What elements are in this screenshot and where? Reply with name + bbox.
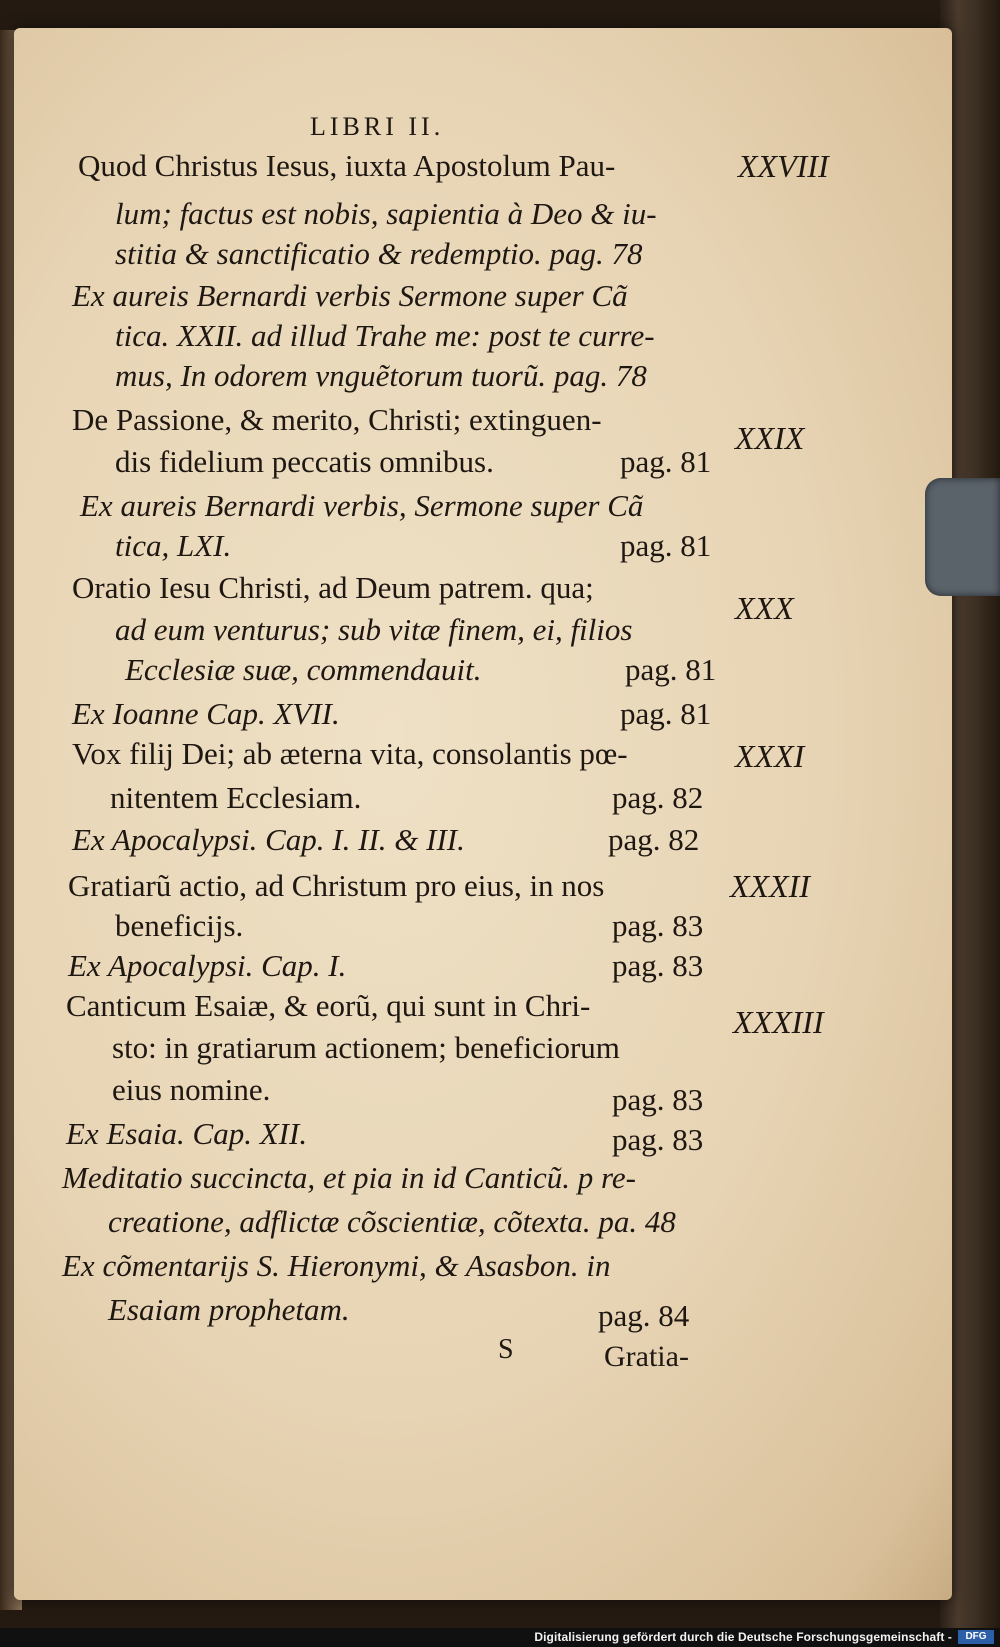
page-reference: pag. 81 [625,652,717,687]
page-reference: pag. 82 [612,780,704,815]
entry-line: creatione, adflictæ cõscientiæ, cõtexta. pa. 48 [108,1204,676,1239]
entry-line: Ex cõmentarijs S. Hieronymi, & Asasbon. in [62,1248,611,1283]
entry-line: De Passione, & merito, Christi; extinguen- [72,402,602,437]
entry-line: Canticum Esaiæ, & eorũ, qui sunt in Chri- [66,988,591,1023]
page-reference: pag. 81 [620,696,712,731]
entry-line: Oratio Iesu Christi, ad Deum patrem. qua; [72,570,594,605]
entry-line: Meditatio succincta, et pia in id Canticũ. p re- [62,1160,636,1195]
entry-line: ad eum venturus; sub vitæ finem, ei, filios [115,612,633,647]
chapter-numeral: XXIX [735,420,805,456]
running-header: LIBRI II. [310,112,445,141]
page-reference: pag. 83 [612,1082,704,1117]
entry-line: Ex Esaia. Cap. XII. [66,1116,308,1151]
chapter-numeral: XXX [735,590,794,626]
entry-line: Gratiarũ actio, ad Christum pro eius, in nos [68,868,605,903]
entry-line: Quod Christus Iesus, iuxta Apostolum Pau- [78,148,616,183]
entry-line: nitentem Ecclesiam. [110,780,362,815]
entry-line: Ex Apocalypsi. Cap. I. II. & III. [72,822,465,857]
entry-line: Ex aureis Bernardi verbis Sermone super Cã [72,278,628,313]
page-reference: pag. 83 [612,1122,704,1157]
dfg-logo: DFG [958,1630,994,1644]
entry-line: stitia & sanctificatio & redemptio. pag. 78 [115,236,643,271]
entry-line: sto: in gratiarum actionem; beneficiorum [112,1030,620,1065]
entry-line: mus, In odorem vnguẽtorum tuorũ. pag. 78 [115,358,647,393]
entry-line: Ex aureis Bernardi verbis, Sermone super Cã [80,488,644,523]
page-reference: pag. 83 [612,948,704,983]
entry-line: tica, LXI. [115,528,232,563]
entry-line: Esaiam prophetam. [108,1292,350,1327]
entry-line: dis fidelium peccatis omnibus. [115,444,494,479]
catchword: Gratia- [604,1340,689,1373]
chapter-numeral: XXVIII [738,148,829,184]
page-reference: pag. 82 [608,822,700,857]
entry-line: beneficijs. [115,908,244,943]
entry-line: tica. XXII. ad illud Trahe me: post te curre- [115,318,655,353]
page-reference: pag. 81 [620,528,712,563]
entry-line: lum; factus est nobis, sapientia à Deo & iu- [115,196,657,231]
entry-line: Ex Ioanne Cap. XVII. [72,696,340,731]
page-reference: pag. 84 [598,1298,690,1333]
signature-mark: S [498,1334,514,1365]
page-reference: pag. 81 [620,444,712,479]
footer-credit: Digitalisierung gefördert durch die Deutsche Forschungsgemeinschaft - [534,1630,952,1644]
entry-line: Ex Apocalypsi. Cap. I. [68,948,347,983]
entry-line: Ecclesiæ suæ, commendauit. [125,652,482,687]
page-reference: pag. 83 [612,908,704,943]
chapter-numeral: XXXI [735,738,805,774]
entry-line: Vox filij Dei; ab æterna vita, consolantis pœ- [72,736,628,771]
chapter-numeral: XXXIII [733,1004,824,1040]
page-marker-tab [925,478,1000,596]
chapter-numeral: XXXII [730,868,810,904]
entry-line: eius nomine. [112,1072,271,1107]
